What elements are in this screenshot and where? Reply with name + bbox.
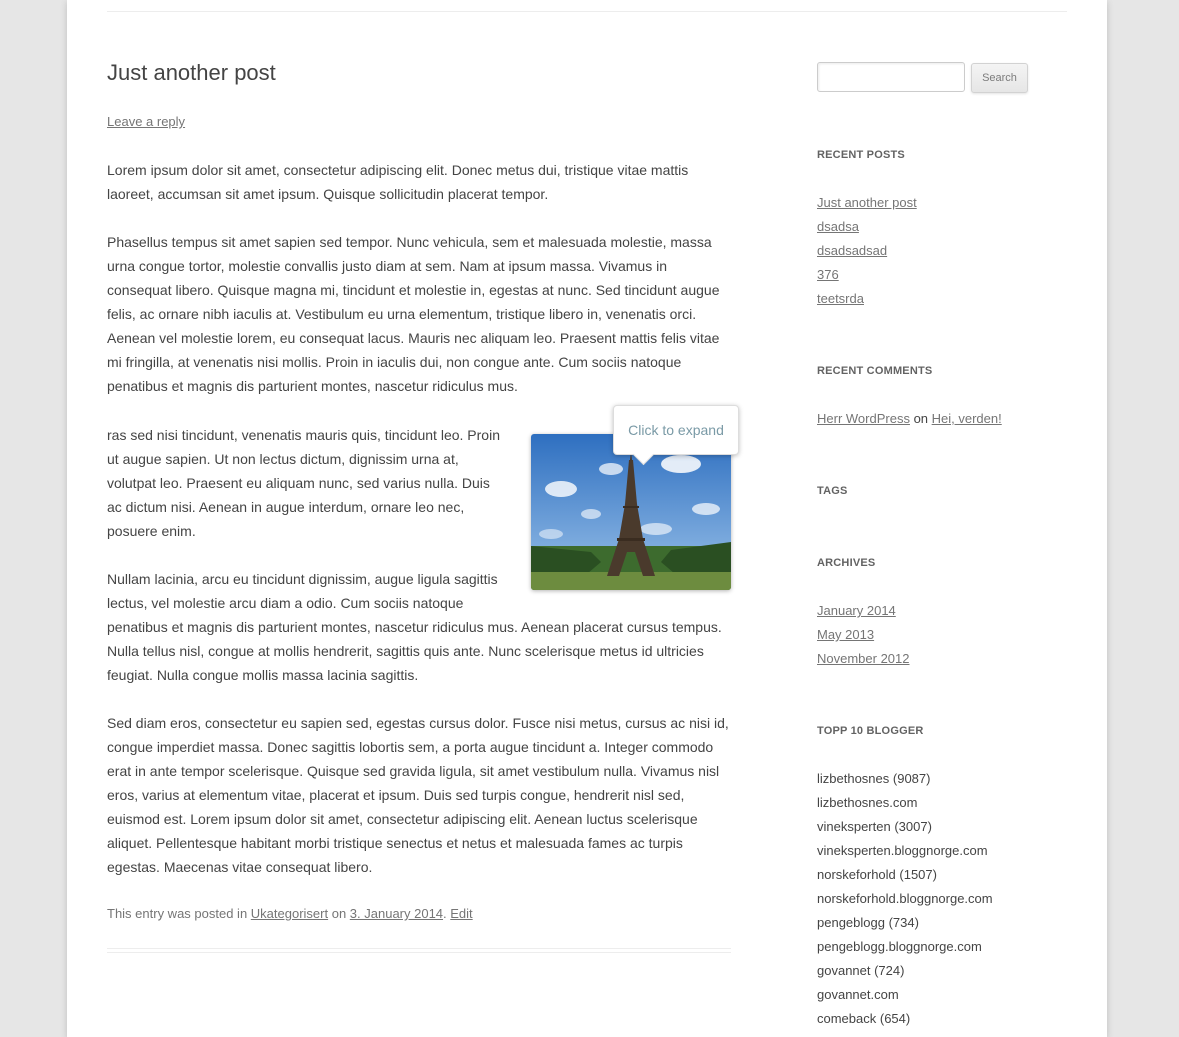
blogger-item[interactable]: norskeforhold (1507) <box>817 867 937 882</box>
click-to-expand-tooltip: Click to expand <box>613 405 739 455</box>
post-paragraph-2: Phasellus tempus sit amet sapien sed tempor. Nunc vehicula, sem et malesuada molestie, massa urna congue tortor, molestie convallis justo diam at sem. Nam at ipsum massa. Vivamus in consequat libero. Quisque magna mi, tincidunt et molestie in, egestas at nunc. Sed tincidunt augue felis, ac ornare nibh iaculis at. Vestibulum eu urna elementum, tristique libero in, venenatis orci. Aenean vel molestie lorem, eu consequat lacus. Mauris nec aliquam leo. Praesent mattis felis vitae mi fringilla, at venenatis nisi mollis. Proin in iaculis dui, non congue ante. Cum sociis natoque penatibus et magnis dis parturient montes, nascetur ridiculus mus. <box>107 234 720 394</box>
leave-reply-link[interactable]: Leave a reply <box>107 114 186 129</box>
entry-meta <box>107 905 473 923</box>
recent-post-link[interactable]: dsadsa <box>817 219 859 234</box>
search-input[interactable] <box>817 62 965 92</box>
list-item <box>817 623 910 647</box>
archives-title: ARCHIVES <box>817 557 876 569</box>
entry-divider <box>107 948 731 953</box>
comment-on: on <box>909 411 932 426</box>
post-title[interactable]: Just another post <box>107 60 276 85</box>
list-item <box>817 215 917 239</box>
post-paragraph-5: Sed diam eros, consectetur eu sapien sed, egestas cursus dolor. Fusce nisi metus, cursus ac nisi id, congue imperdiet massa. Donec sagittis lobortis sem, a porta augue tincidunt a. Integer commodo erat in ante tempor scelerisque. Quisque sed gravida ligula, sit amet vestibulum nulla. Vivamus nisl eros, varius at elementum vitae, placerat et ipsum. Duis sed turpis congue, hendrerit nisl sed, euismod est. Lorem ipsum dolor sit amet, consectetur adipiscing elit. Aenean luctus scelerisque aliquet. Pellentesque habitant morbi tristique senectus et netus et malesuada fames ac turpis egestas. Maecenas vitae consequat libero. <box>107 715 729 875</box>
post-paragraph-4: Nullam lacinia, arcu eu tincidunt dignissim, augue ligula sagittis lectus, vel molestie arcu diam a odio. Cum sociis natoque penatibus et magnis dis parturient montes, nascetur ridiculus mus. Aenean placerat cursus tempus. Nulla tellus nisl, congue at mollis hendrerit, sagittis quis ante. Nunc scelerisque metus id ultricies feugiat. Nulla congue mollis massa lacinia sagittis. <box>107 571 722 683</box>
comment-author-link[interactable]: Herr WordPress <box>817 411 910 426</box>
blogger-item[interactable]: govannet.com <box>817 987 899 1002</box>
recent-post-link[interactable]: Just another post <box>817 195 917 210</box>
list-item <box>817 191 917 215</box>
archives-list <box>817 599 910 671</box>
recent-post-link[interactable]: 376 <box>817 267 839 282</box>
recent-post-link[interactable]: teetsrda <box>817 291 864 306</box>
list-item <box>817 599 910 623</box>
list-item <box>817 647 910 671</box>
meta-prefix: This entry was posted in <box>107 906 251 921</box>
archive-link[interactable]: November 2012 <box>817 651 910 666</box>
list-item <box>817 239 917 263</box>
post-float-section <box>107 423 731 903</box>
blogger-item[interactable]: comeback (654) <box>817 1011 911 1026</box>
archive-link[interactable]: January 2014 <box>817 603 896 618</box>
blogger-item[interactable]: govannet (724) <box>817 963 905 978</box>
blogger-item[interactable]: vineksperten.bloggnorge.com <box>817 843 988 858</box>
blogger-item[interactable]: vineksperten (3007) <box>817 819 932 834</box>
blogger-item[interactable]: lizbethosnes.com <box>817 795 918 810</box>
archive-link[interactable]: May 2013 <box>817 627 875 642</box>
recent-post-link[interactable]: dsadsadsad <box>817 243 888 258</box>
blogger-item[interactable]: norskeforhold.bloggnorge.com <box>817 891 993 906</box>
header-divider <box>107 11 1067 12</box>
post-paragraph-3: ras sed nisi tincidunt, venenatis mauris quis, tincidunt leo. Proin ut augue sapien. Ut non lectus dictum, dignissim urna at, volutpat leo. Praesent eu aliquam nunc, sed varius nulla. Duis ac dictum nisi. Aenean in augue interdum, ornare leo nec, posuere enim. <box>107 427 500 539</box>
recent-comment <box>817 411 1002 427</box>
tags-title: TAGS <box>817 485 848 497</box>
blogger-item[interactable]: pengeblogg.bloggnorge.com <box>817 939 982 954</box>
list-item <box>817 263 917 287</box>
top-bloggers-list <box>817 767 993 1031</box>
search-button[interactable]: Search <box>971 63 1028 93</box>
category-link[interactable]: Ukategorisert <box>250 906 329 921</box>
blogger-item[interactable]: lizbethosnes (9087) <box>817 771 931 786</box>
list-item <box>817 287 917 311</box>
blogger-item[interactable]: pengeblogg (734) <box>817 915 919 930</box>
comment-post-link[interactable]: Hei, verden! <box>931 411 1002 426</box>
recent-posts-list <box>817 191 917 311</box>
meta-on: on <box>328 906 350 921</box>
top-bloggers-title: TOPP 10 BLOGGER <box>817 725 924 737</box>
recent-posts-title: RECENT POSTS <box>817 149 905 161</box>
meta-sep: . <box>443 906 451 921</box>
eiffel-tower-image[interactable] <box>531 434 731 590</box>
edit-link[interactable]: Edit <box>450 906 473 921</box>
recent-comments-title: RECENT COMMENTS <box>817 365 933 377</box>
post-paragraph-1: Lorem ipsum dolor sit amet, consectetur adipiscing elit. Donec metus dui, tristique vitae mattis laoreet, accumsan sit amet ipsum. Quisque sollicitudin placerat tempor. <box>107 162 689 202</box>
date-link[interactable]: 3. January 2014 <box>349 906 444 921</box>
page <box>67 0 1107 1037</box>
